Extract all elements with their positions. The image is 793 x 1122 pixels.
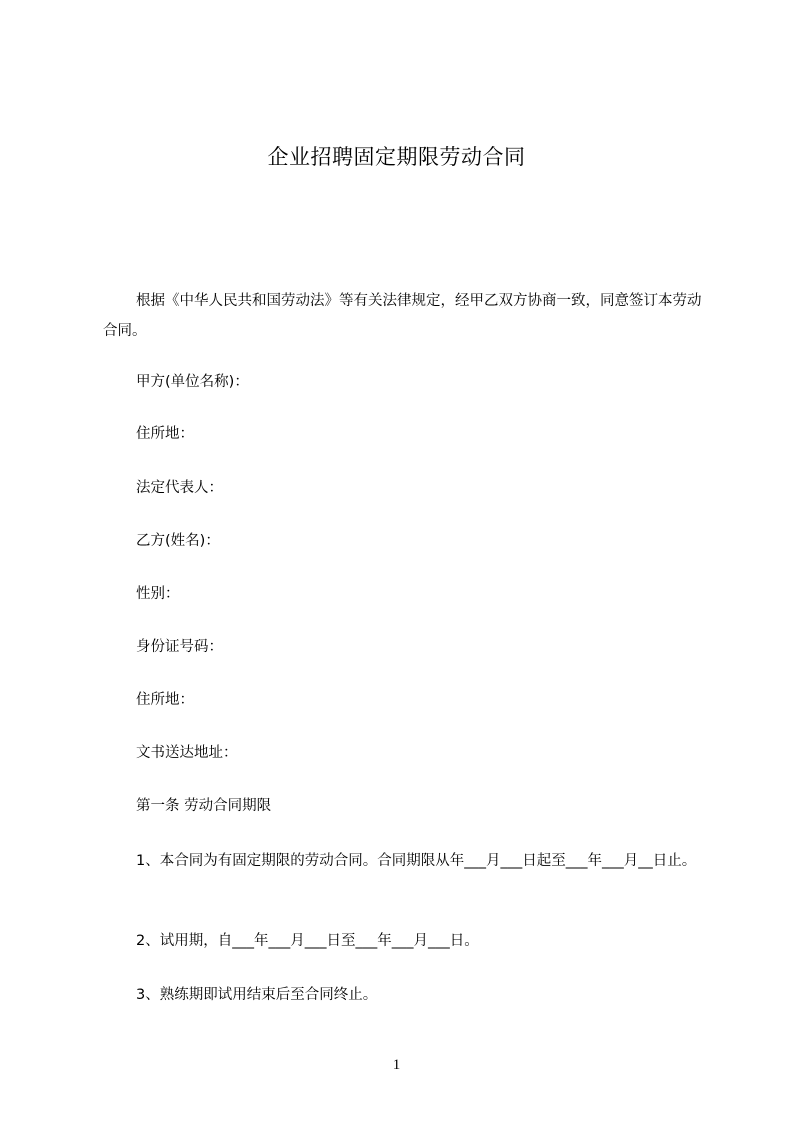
legal-representative-label: 法定代表人： [136,480,223,496]
id-number-label: 身份证号码： [136,639,223,655]
article-1-heading: 第一条 劳动合同期限 [136,798,272,814]
article-1-clause-3: 3、熟练期即试用结束后至合同终止。 [136,987,378,1003]
page-number: 1 [392,1057,401,1073]
party-a-label: 甲方(单位名称)： [136,374,249,390]
article-1-clause-1: 1、本合同为有固定期限的劳动合同。合同期限从年___月___日起至___年___月__日止。 [136,853,697,869]
party-a-address-label: 住所地： [136,426,194,442]
gender-label: 性别： [136,586,180,602]
party-b-label: 乙方(姓名)： [136,533,220,549]
article-1-clause-2: 2、试用期，自___年___月___日至___年___月___日。 [136,933,479,949]
document-delivery-address-label: 文书送达地址： [136,745,238,761]
intro-paragraph: 根据《中华人民共和国劳动法》等有关法律规定，经甲乙双方协商一致，同意签订本劳动合同。 [103,293,702,339]
document-title: 企业招聘固定期限劳动合同 [267,145,526,169]
party-b-address-label: 住所地： [136,692,194,708]
